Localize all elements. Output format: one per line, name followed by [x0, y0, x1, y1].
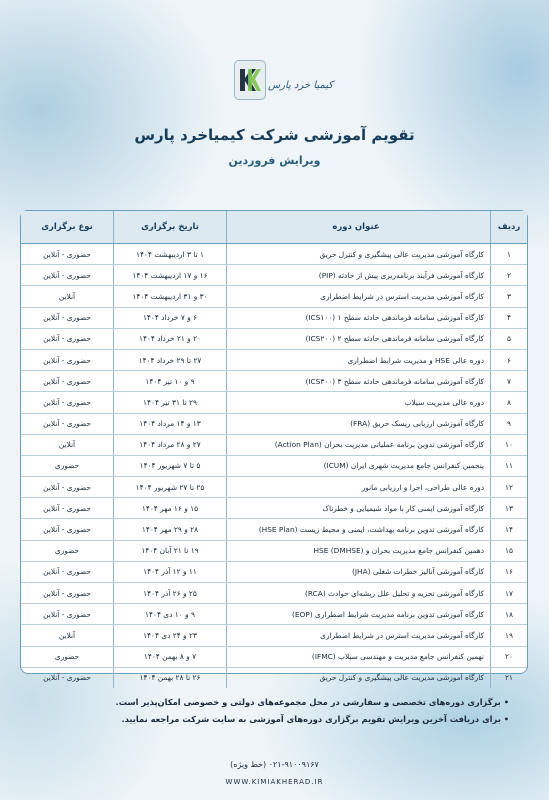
- type-cell: حضوری - آنلاین: [21, 604, 114, 625]
- row-number-cell: ۱۵: [491, 540, 528, 561]
- table-row: [21, 434, 527, 455]
- date-cell: ۱۳ و ۱۴ مرداد ۱۴۰۴: [114, 413, 227, 434]
- header-row-number: ردیف: [491, 211, 528, 244]
- row-number-cell: ۱۰: [491, 434, 528, 455]
- course-title-cell: دوره عالی طراحی، اجرا و ارزیابی مانور: [227, 477, 491, 498]
- course-title-cell: کارگاه آموزشی تدوین برنامه بهداشت، ایمنی و محیط زیست (HSE Plan): [227, 519, 491, 540]
- logo-mark-icon: [238, 67, 262, 93]
- type-cell: حضوری - آنلاین: [21, 328, 114, 349]
- course-title-cell: کارگاه آموزشی تدوین برنامه عملیاتی مدیریت بحران (Action Plan): [227, 434, 491, 455]
- row-number-cell: ۱۲: [491, 477, 528, 498]
- course-title-cell: کارگاه آموزشی مدیریت استرس در شرایط اضطراری: [227, 286, 491, 307]
- course-title-cell: کارگاه آموزشی سامانه فرماندهی حادثه سطح ۱ (ICS۱۰۰): [227, 307, 491, 328]
- type-cell: آنلاین: [21, 286, 114, 307]
- date-cell: ۳۰ و ۳۱ اردیبهشت ۱۴۰۴: [114, 286, 227, 307]
- table-row: [21, 244, 527, 265]
- table-row: [21, 307, 527, 328]
- page-subtitle: ویرایش فروردین: [228, 154, 321, 167]
- row-number-cell: ۱۱: [491, 455, 528, 476]
- row-number-cell: ۸: [491, 392, 528, 413]
- row-number-cell: ۳: [491, 286, 528, 307]
- course-title-cell: کارگاه آموزشی تجزیه و تحلیل علل ریشه‌ای حوادث (RCA): [227, 583, 491, 604]
- note-line: • برای دریافت آخرین ویرایش تقویم برگزاری دوره‌های آموزشی به سایت شرکت مراجعه نمایید.: [121, 714, 509, 724]
- type-cell: حضوری - آنلاین: [21, 583, 114, 604]
- row-number-cell: ۲۱: [491, 667, 528, 688]
- row-number-cell: ۲: [491, 265, 528, 286]
- course-title-cell: پنجمین کنفرانس جامع مدیریت شهری ایران (ICUM): [227, 455, 491, 476]
- course-title-cell: کارگاه آموزشی فرآیند برنامه‌ریزی پیش از حادثه (PIP): [227, 265, 491, 286]
- type-cell: آنلاین: [21, 434, 114, 455]
- course-title-cell: دهمین کنفرانس جامع مدیریت بحران و HSE (DMHSE): [227, 540, 491, 561]
- date-cell: ۲۶ تا ۲۸ بهمن ۱۴۰۴: [114, 667, 227, 688]
- note-line: • برگزاری دوره‌های تخصصی و سفارشی در محل مجموعه‌های دولتی و خصوصی امکان‌پذیر است.: [115, 697, 509, 707]
- type-cell: آنلاین: [21, 625, 114, 646]
- date-cell: ۲۵ و ۲۶ آذر ۱۴۰۴: [114, 583, 227, 604]
- course-title-cell: کارگاه آموزشی ایمنی کار با مواد شیمیایی و خطرناک: [227, 498, 491, 519]
- date-cell: ۱۱ و ۱۲ آذر ۱۴۰۴: [114, 561, 227, 582]
- row-number-cell: ۱۳: [491, 498, 528, 519]
- brand-name: کیمیا خرد پارس: [268, 80, 333, 91]
- date-cell: ۲۸ و ۲۹ مهر ۱۴۰۴: [114, 519, 227, 540]
- date-cell: ۱ تا ۳ اردیبهشت ۱۴۰۴: [114, 244, 227, 265]
- table-header-row: [21, 211, 527, 244]
- type-cell: حضوری - آنلاین: [21, 244, 114, 265]
- phone-number: ۰۲۱-۹۱۰۰۹۱۶۷ (خط ویژه): [230, 760, 319, 769]
- row-number-cell: ۱۸: [491, 604, 528, 625]
- type-cell: حضوری: [21, 646, 114, 667]
- header-course-title: عنوان دوره: [227, 211, 491, 244]
- table-row: [21, 583, 527, 604]
- type-cell: حضوری - آنلاین: [21, 561, 114, 582]
- row-number-cell: ۱۶: [491, 561, 528, 582]
- table-row: [21, 540, 527, 561]
- date-cell: ۲۳ و ۲۴ دی ۱۴۰۴: [114, 625, 227, 646]
- header-type: نوع برگزاری: [21, 211, 114, 244]
- type-cell: حضوری - آنلاین: [21, 371, 114, 392]
- table-row: [21, 625, 527, 646]
- notes: [39, 694, 509, 728]
- course-title-cell: دوره عالی مدیریت سیلاب: [227, 392, 491, 413]
- course-title-cell: کارگاه آموزشی سامانه فرماندهی حادثه سطح ۳ (ICS۳۰۰): [227, 371, 491, 392]
- course-title-cell: کارگاه آموزشی سامانه فرماندهی حادثه سطح ۲ (ICS۲۰۰): [227, 328, 491, 349]
- date-cell: ۲۵ تا ۲۷ شهریور ۱۴۰۴: [114, 477, 227, 498]
- table-row: [21, 328, 527, 349]
- row-number-cell: ۶: [491, 349, 528, 370]
- type-cell: حضوری: [21, 540, 114, 561]
- table-row: [21, 667, 527, 688]
- course-title-cell: کارگاه آموزشی تدوین برنامه مدیریت شرایط اضطراری (EOP): [227, 604, 491, 625]
- course-title-cell: کارگاه آموزشی مدیریت استرس در شرایط اضطراری: [227, 625, 491, 646]
- table-row: [21, 455, 527, 476]
- course-title-cell: نهمین کنفرانس جامع مدیریت و مهندسی سیلاب (IFMC): [227, 646, 491, 667]
- date-cell: ۲۷ و ۲۸ مرداد ۱۴۰۴: [114, 434, 227, 455]
- header-date: تاریخ برگزاری: [114, 211, 227, 244]
- course-title-cell: کارگاه آموزشی مدیریت عالی پیشگیری و کنترل حریق: [227, 244, 491, 265]
- date-cell: ۱۹ تا ۲۱ آبان ۱۴۰۴: [114, 540, 227, 561]
- type-cell: حضوری - آنلاین: [21, 498, 114, 519]
- table-row: [21, 498, 527, 519]
- type-cell: حضوری - آنلاین: [21, 265, 114, 286]
- date-cell: ۹ و ۱۰ دی ۱۴۰۴: [114, 604, 227, 625]
- type-cell: حضوری - آنلاین: [21, 477, 114, 498]
- table-row: [21, 646, 527, 667]
- table-row: [21, 392, 527, 413]
- type-cell: حضوری - آنلاین: [21, 413, 114, 434]
- table-row: [21, 371, 527, 392]
- type-cell: حضوری - آنلاین: [21, 392, 114, 413]
- date-cell: ۲۹ تا ۳۱ تیر ۱۴۰۴: [114, 392, 227, 413]
- type-cell: حضوری - آنلاین: [21, 349, 114, 370]
- row-number-cell: ۲۰: [491, 646, 528, 667]
- course-title-cell: کارگاه آموزشی مدیریت عالی پیشگیری و کنترل حریق: [227, 667, 491, 688]
- date-cell: ۶ و ۷ خرداد ۱۴۰۴: [114, 307, 227, 328]
- company-logo: [234, 60, 266, 100]
- table-row: [21, 604, 527, 625]
- table-row: [21, 477, 527, 498]
- course-title-cell: کارگاه آموزشی آنالیز خطرات شغلی (JHA): [227, 561, 491, 582]
- date-cell: ۲۷ تا ۲۹ خرداد ۱۴۰۴: [114, 349, 227, 370]
- type-cell: حضوری: [21, 455, 114, 476]
- course-title-cell: کارگاه آموزشی ارزیابی ریسک حریق (FRA): [227, 413, 491, 434]
- row-number-cell: ۱۹: [491, 625, 528, 646]
- row-number-cell: ۷: [491, 371, 528, 392]
- date-cell: ۲۰ و ۲۱ خرداد ۱۴۰۴: [114, 328, 227, 349]
- table-row: [21, 265, 527, 286]
- type-cell: حضوری - آنلاین: [21, 307, 114, 328]
- date-cell: ۷ و ۸ بهمن ۱۴۰۴: [114, 646, 227, 667]
- row-number-cell: ۴: [491, 307, 528, 328]
- course-title-cell: دوره عالی HSE و مدیریت شرایط اضطراری: [227, 349, 491, 370]
- type-cell: حضوری - آنلاین: [21, 519, 114, 540]
- table-row: [21, 561, 527, 582]
- table-row: [21, 286, 527, 307]
- table-row: [21, 519, 527, 540]
- date-cell: ۱۶ و ۱۷ اردیبهشت ۱۴۰۴: [114, 265, 227, 286]
- row-number-cell: ۱: [491, 244, 528, 265]
- date-cell: ۹ و ۱۰ تیر ۱۴۰۴: [114, 371, 227, 392]
- type-cell: حضوری - آنلاین: [43, 673, 91, 683]
- schedule-table: [20, 210, 528, 683]
- page-title: تقویم آموزشی شرکت کیمیاخرد پارس: [134, 126, 415, 144]
- row-number-cell: ۹: [491, 413, 528, 434]
- table-row: [21, 349, 527, 370]
- website-link[interactable]: WWW.KIMIAKHERAD.IR: [225, 778, 324, 786]
- row-number-cell: ۵: [491, 328, 528, 349]
- table-row: [21, 413, 527, 434]
- date-cell: ۵ تا ۷ شهریور ۱۴۰۴: [114, 455, 227, 476]
- date-cell: ۱۵ و ۱۶ مهر ۱۴۰۴: [114, 498, 227, 519]
- row-number-cell: ۱۷: [491, 583, 528, 604]
- row-number-cell: ۱۴: [491, 519, 528, 540]
